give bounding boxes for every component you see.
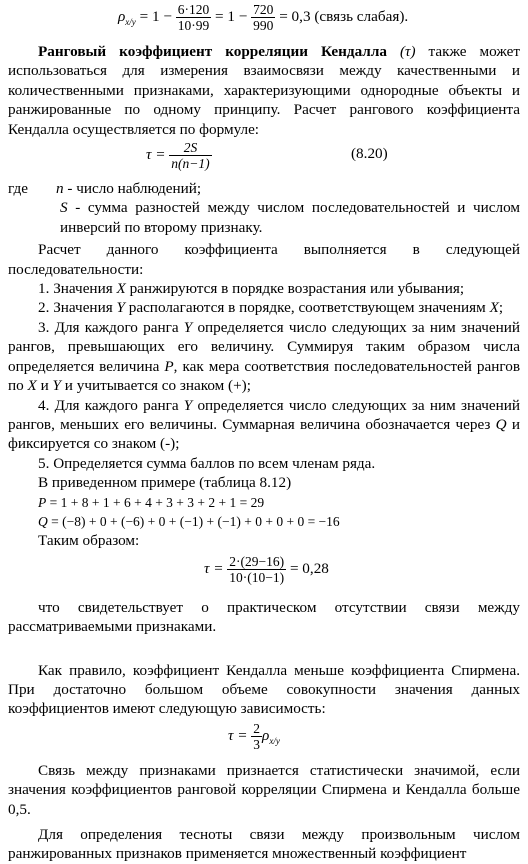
y-symbol: Y [116,299,125,317]
denominator: 990 [253,18,274,33]
sum-expression: = (−8) + 0 + (−6) + 0 + (−1) + (−1) + 0 + 0 + 0 = −16 [47,513,340,529]
eq-part: = 1 − [135,7,176,25]
x-symbol: X [489,299,499,317]
q-symbol: Q [495,415,507,433]
paragraph-text: - сумма разностей между числом последовательностей и числом инверсий по второму признаку. [60,199,520,236]
denominator: 10·99 [177,18,210,33]
rho-symbol: ρ [262,726,270,744]
step-text: 1. Значения [38,280,117,298]
y-symbol: Y [183,396,193,414]
step-4 [8,396,520,454]
paragraph-text: также может использоваться для измерения взаимосвязи между качественными и количественными признаками, характеризующими однородные объекты и ранжированные по одному принципу. Расчет рангового коэффициента Кендалла осуществляется по формуле: [8,43,520,138]
significance-paragraph: Связь между признаками признается статистически значимой, если значения коэффициентов ранговой корреляции Спирмена и Кендалла больше 0,5. [8,761,520,818]
tau-lhs: τ = [228,726,252,744]
steps-intro: Расчет данного коэффициента выполняется в следующей последовательности: [8,241,520,278]
step-text: определяется число следующих за ним значений рангов, превышающих его величину. Суммируя таким образом числа определяется величина [8,318,520,375]
eq-part: = 1 − [211,7,252,25]
eq-part: = 0,3 (связь слабая). [275,7,409,25]
fraction [169,140,211,171]
fraction [251,721,262,752]
formula-8-20 [8,139,520,179]
fraction [176,2,212,33]
fraction [251,2,275,33]
numerator: 2 [253,720,261,736]
step-text: , как мера соответствия последовательностей рангов по [8,357,520,395]
q-sum-line [8,512,520,531]
denominator: n(n−1) [171,156,210,172]
n-symbol: n [55,180,64,198]
paragraph-text: - число наблюдений; [63,180,202,198]
denominator: 3 [253,736,261,752]
step-text: ранжируются в порядке возрастания или убывания; [125,280,465,298]
where-n-line [8,179,520,198]
conclusion-paragraph: что свидетельствует о практическом отсутствии связи между рассматриваемыми признаками. [8,598,520,636]
p-symbol: P [164,357,174,375]
tau-lhs: τ = [146,146,170,164]
tau-symbol: (τ) [399,43,416,60]
step-text: располагаются в порядке, соответствующем значениям [124,299,490,317]
step-text: и фиксируется со знаком (-); [8,415,520,453]
tau-result-equation [8,551,520,598]
p-sum-line [8,493,520,512]
last-paragraph: Для определения тесноты связи между произвольным числом ранжированных признаков применяется множественный коэффициент [8,826,520,863]
where-label: где [8,180,28,198]
step-text: определяется число следующих за ним значений рангов, меньших его величины. Суммарная величина обозначается через [8,396,520,433]
step-1 [8,279,520,298]
thus-line: Таким образом: [38,532,140,550]
numerator: 2S [169,140,211,156]
rho-subscript: x/y [125,17,136,28]
denominator: 10·(10−1) [229,569,285,585]
example-intro: В приведенном примере (таблица 8.12) [38,474,292,492]
tau-lhs: τ = [204,559,228,577]
numerator: 2·(29−16) [229,553,285,569]
q-symbol: Q [38,513,48,529]
sum-expression: = 1 + 8 + 1 + 6 + 4 + 3 + 3 + 2 + 1 = 29 [46,494,265,510]
step-text: и [36,377,53,395]
step-text: 4. Для каждого ранга [38,396,184,414]
s-symbol: S [60,199,68,217]
y-symbol: Y [52,377,61,395]
numerator: 720 [253,2,274,17]
where-s-line [8,198,520,237]
step-text: 3. Для каждого ранга [38,318,184,336]
rho-symbol: ρ [118,7,126,25]
comparison-paragraph: Как правило, коэффициент Кендалла меньше коэффициента Спирмена. При достаточно большом объеме совокупности значения данных коэффициентов имеют следующую зависимость: [8,661,520,718]
kendall-intro-paragraph [8,42,520,139]
fraction [227,554,286,585]
spearman-result-equation [8,0,520,42]
tau-rho-relation [8,719,520,761]
rho-subscript: x/y [269,735,280,746]
step-text: 2. Значения [38,299,117,317]
eq-part: = 0,28 [286,559,329,577]
step-text: и учитывается со знаком (+); [61,377,251,395]
step-2 [8,298,520,317]
y-symbol: Y [183,318,193,336]
kendall-title: Ранговый коэффициент корреляции Кендалла [38,43,387,60]
step-3 [8,318,520,396]
x-symbol: X [116,280,126,298]
x-symbol: X [27,377,37,395]
p-symbol: P [38,494,47,510]
step-5: 5. Определяется сумма баллов по всем членам ряда. [38,454,376,472]
numerator: 6·120 [177,2,210,17]
step-text: ; [498,299,504,317]
equation-number: (8.20) [351,145,388,163]
